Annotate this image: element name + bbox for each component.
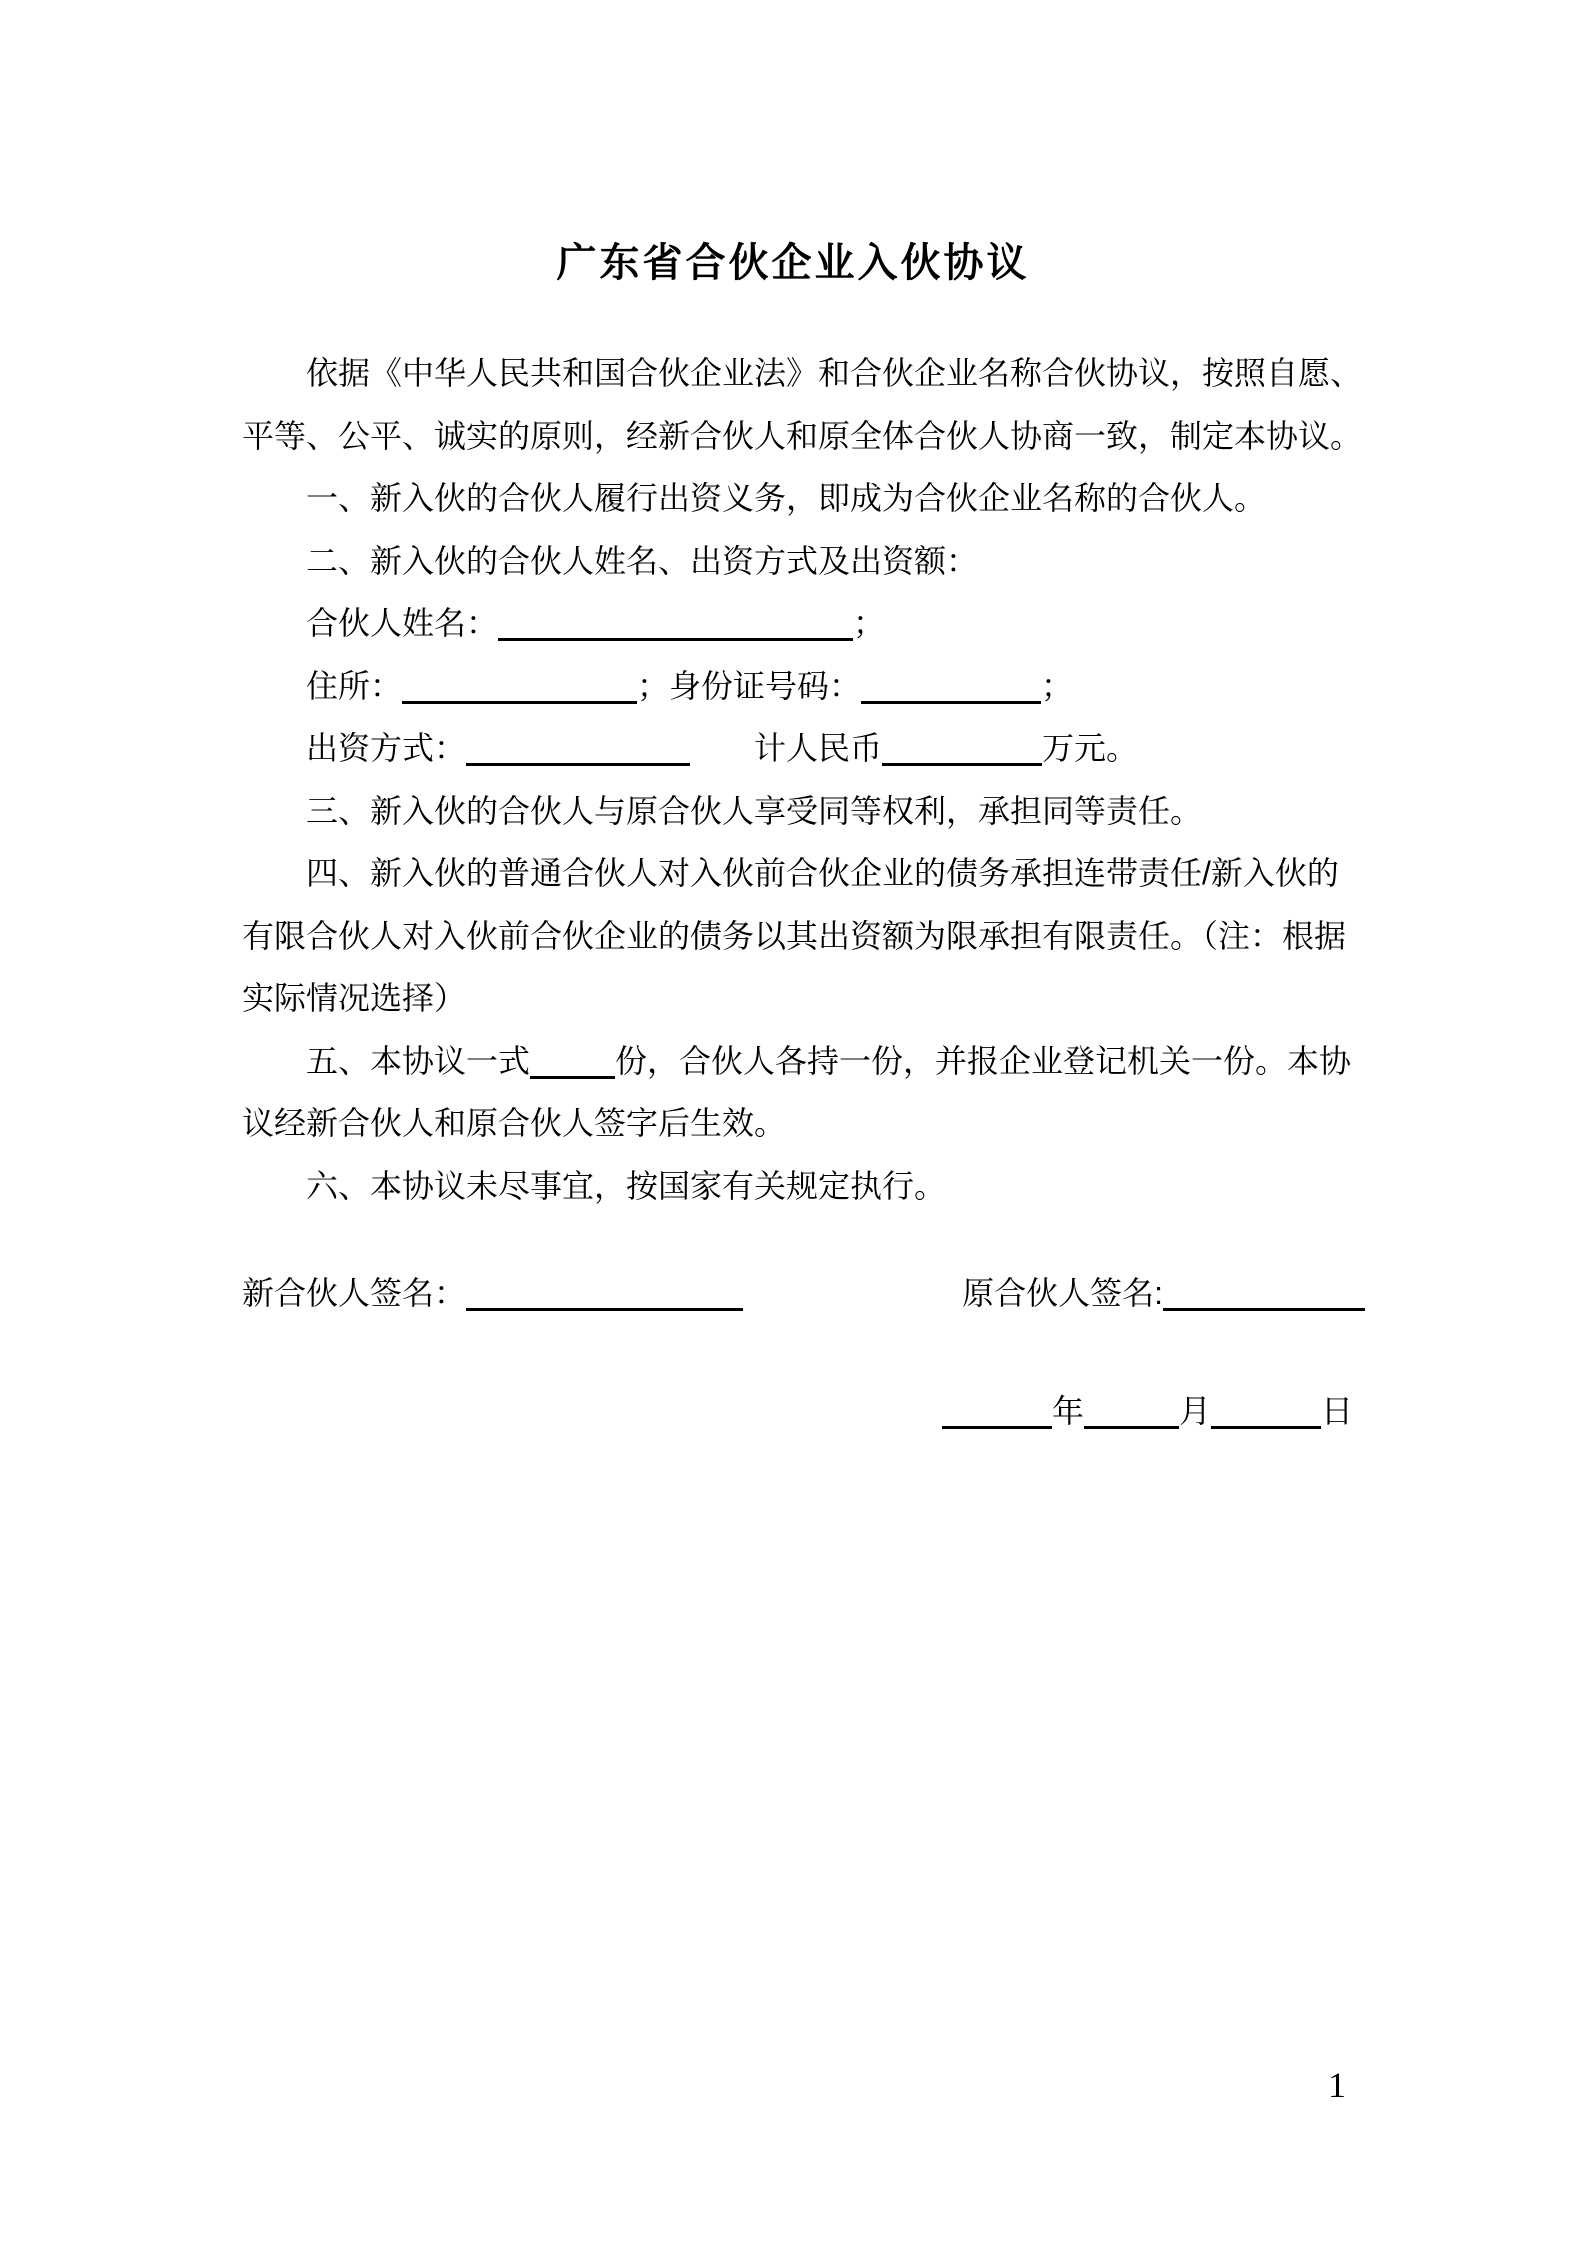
signature-row xyxy=(242,1262,1365,1325)
clause-4-line-2 xyxy=(242,905,1392,968)
text-run: 实际情况选择） xyxy=(242,980,467,1016)
new-partner-signature-line xyxy=(242,1262,743,1325)
text-run: 月 xyxy=(1178,1393,1211,1429)
intro-line-2 xyxy=(242,405,1392,468)
clause-5-line-1 xyxy=(242,1030,1392,1093)
text-run: 五、本协议一式 xyxy=(306,1042,531,1079)
document-title: 广东省合伙企业入伙协议 xyxy=(556,240,1030,285)
clause-4-line-1 xyxy=(242,842,1392,905)
id-number-blank xyxy=(861,669,1041,704)
clause-6 xyxy=(242,1155,1392,1218)
original-partner-signature-blank xyxy=(1163,1276,1365,1311)
date-line xyxy=(942,1380,1353,1443)
contribution-method-blank xyxy=(466,731,690,766)
copies-count-blank xyxy=(530,1044,615,1079)
text-run: 三、新入伙的合伙人与原合伙人享受同等权利，承担同等责任。 xyxy=(306,792,1203,829)
text-run: 计人民币 xyxy=(754,730,883,766)
partner-name-blank xyxy=(498,606,853,641)
text-run: 平等、公平、诚实的原则，经新合伙人和原全体合伙人协商一致，制定本协议。 xyxy=(242,417,1363,454)
address-id-line xyxy=(242,655,1392,718)
text-run: 六、本协议未尽事宜，按国家有关规定执行。 xyxy=(306,1167,947,1204)
clause-1 xyxy=(242,467,1392,530)
text-run: 二、新入伙的合伙人姓名、出资方式及出资额： xyxy=(306,542,979,579)
text-run: 议经新合伙人和原合伙人签字后生效。 xyxy=(242,1105,787,1141)
new-partner-signature-blank xyxy=(466,1276,743,1311)
rmb-amount-blank xyxy=(882,731,1042,766)
text-run: 四、新入伙的普通合伙人对入伙前合伙企业的债务承担连带责任/新入伙的 xyxy=(306,855,1339,891)
text-run: ； xyxy=(853,605,886,641)
text-run: 万元。 xyxy=(1042,730,1139,766)
year-blank xyxy=(942,1394,1052,1429)
intro-line-1 xyxy=(242,342,1392,405)
clause-4-line-3 xyxy=(242,967,1392,1030)
document-body xyxy=(242,342,1392,1217)
text-run: 合伙人姓名： xyxy=(306,605,499,641)
address-blank xyxy=(402,669,637,704)
text-run: 住所： xyxy=(306,667,403,704)
text-run: 日 xyxy=(1320,1393,1353,1429)
contribution-line xyxy=(242,717,1392,780)
text-run: ； xyxy=(1041,667,1074,704)
text-run: 一、新入伙的合伙人履行出资义务，即成为合伙企业名称的合伙人。 xyxy=(306,480,1267,516)
text-run: 原合伙人签名: xyxy=(962,1275,1163,1311)
text-run: 年 xyxy=(1051,1393,1084,1429)
text-run: ；身份证号码： xyxy=(637,667,862,704)
text-run: 依据《中华人民共和国合伙企业法》和合伙企业名称合伙协议，按照自愿、 xyxy=(306,355,1363,391)
clause-3 xyxy=(242,780,1392,843)
original-partner-signature-line xyxy=(962,1262,1365,1325)
month-blank xyxy=(1084,1394,1179,1429)
clause-2 xyxy=(242,530,1392,593)
text-run: 有限合伙人对入伙前合伙企业的债务以其出资额为限承担有限责任。（注：根据 xyxy=(242,917,1347,954)
text-run: 出资方式： xyxy=(306,730,467,766)
page-number: 1 xyxy=(1328,2065,1346,2105)
day-blank xyxy=(1211,1394,1321,1429)
text-run: 新合伙人签名： xyxy=(242,1275,467,1311)
clause-5-line-2 xyxy=(242,1092,1392,1155)
partner-name-line xyxy=(242,592,1392,655)
text-run: 份，合伙人各持一份，并报企业登记机关一份。本协 xyxy=(615,1042,1352,1079)
